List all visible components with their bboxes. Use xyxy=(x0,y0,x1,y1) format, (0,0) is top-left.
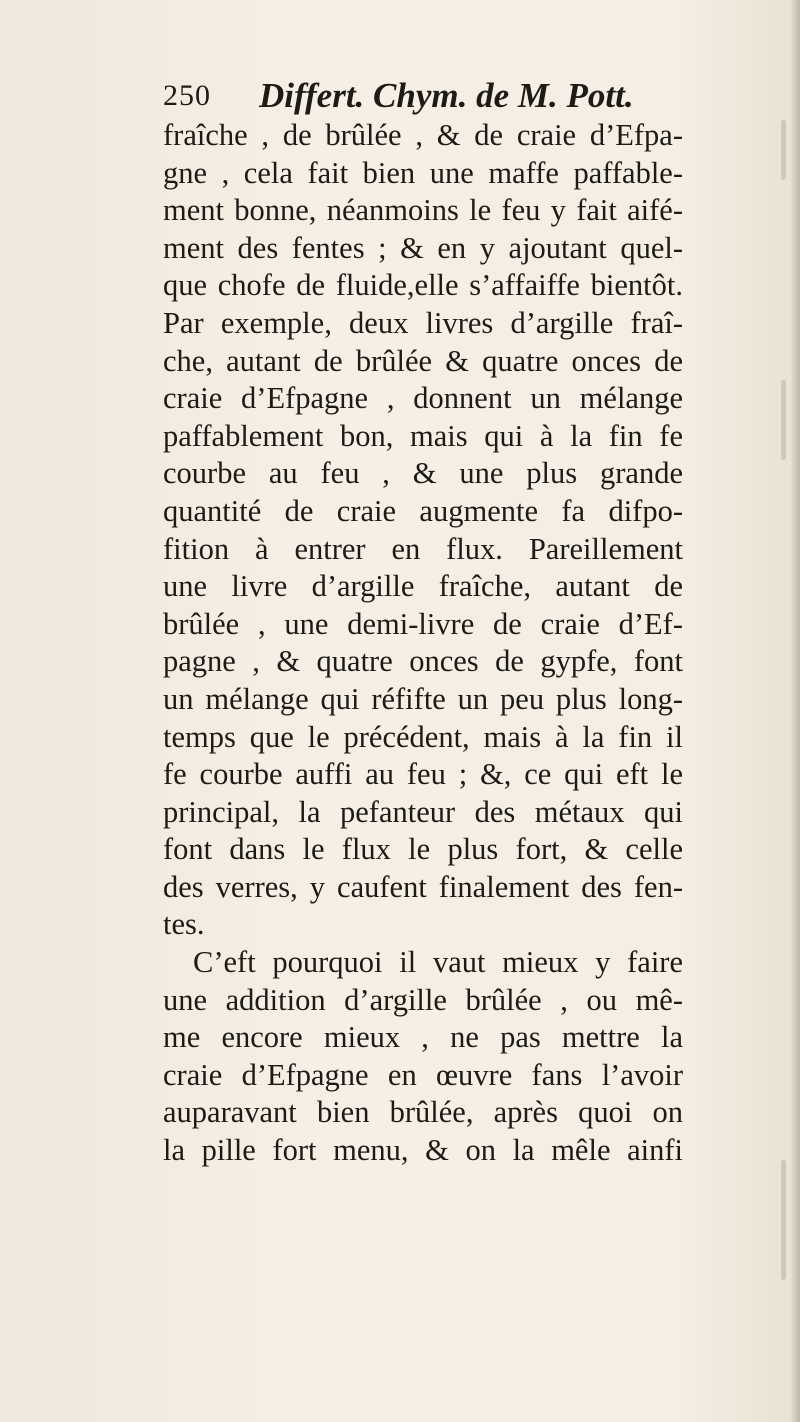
text-line: brûlée , une demi-livre de craie d’Ef- xyxy=(163,606,683,641)
text-line: un mélange qui réfifte un peu plus long- xyxy=(163,681,683,716)
margin-mark xyxy=(781,380,786,460)
text-line: craie d’Efpagne en œuvre fans l’avoir xyxy=(163,1057,683,1092)
text-line: pagne , & quatre onces de gypfe, font xyxy=(163,644,683,679)
text-line: me encore mieux , ne pas mettre la xyxy=(163,1020,683,1055)
paragraph-1 xyxy=(163,117,683,944)
margin-mark xyxy=(781,1160,786,1280)
text-line: la pille fort menu, & on la mêle ainfi xyxy=(163,1133,683,1168)
text-line: fe courbe auffi au feu ; &, ce qui eft le xyxy=(163,757,683,792)
text-line: une addition d’argille brûlée , ou mê- xyxy=(163,982,683,1017)
text-line: fition à entrer en flux. Pareillement xyxy=(163,531,683,566)
text-line: que chofe de fluide,elle s’affaiffe bientôt. xyxy=(163,268,683,303)
text-line: quantité de craie augmente fa difpo- xyxy=(163,493,683,528)
text-line: auparavant bien brûlée, après quoi on xyxy=(163,1095,683,1130)
page-edge-shadow xyxy=(790,0,800,1422)
text-line: ment des fentes ; & en y ajoutant quel- xyxy=(163,230,683,265)
paragraph-2 xyxy=(163,944,683,1170)
text-line: une livre d’argille fraîche, autant de xyxy=(163,569,683,604)
text-line: font dans le flux le plus fort, & celle xyxy=(163,832,683,867)
margin-mark xyxy=(781,120,786,180)
text-line: temps que le précédent, mais à la fin il xyxy=(163,719,683,754)
text-line: paffablement bon, mais qui à la fin fe xyxy=(163,418,683,453)
text-line: des verres, y caufent finalement des fen- xyxy=(163,869,683,904)
page-header xyxy=(163,74,683,118)
page-number: 250 xyxy=(163,79,211,112)
text-line: principal, la pefanteur des métaux qui xyxy=(163,794,683,829)
text-line: C’eft pourquoi il vaut mieux y faire xyxy=(193,945,683,980)
text-line: gne , cela fait bien une maffe paffable- xyxy=(163,155,683,190)
text-line: tes. xyxy=(163,907,205,942)
text-line: ment bonne, néanmoins le feu y fait aifé- xyxy=(163,193,683,228)
body-text xyxy=(163,117,683,1170)
text-line: Par exemple, deux livres d’argille fraî- xyxy=(163,305,683,340)
text-line: fraîche , de brûlée , & de craie d’Efpa- xyxy=(163,118,683,152)
running-title: Differt. Chym. de M. Pott. xyxy=(259,76,634,115)
text-line: che, autant de brûlée & quatre onces de xyxy=(163,343,683,378)
text-line: courbe au feu , & une plus grande xyxy=(163,456,683,491)
text-line: craie d’Efpagne , donnent un mélange xyxy=(163,381,683,416)
